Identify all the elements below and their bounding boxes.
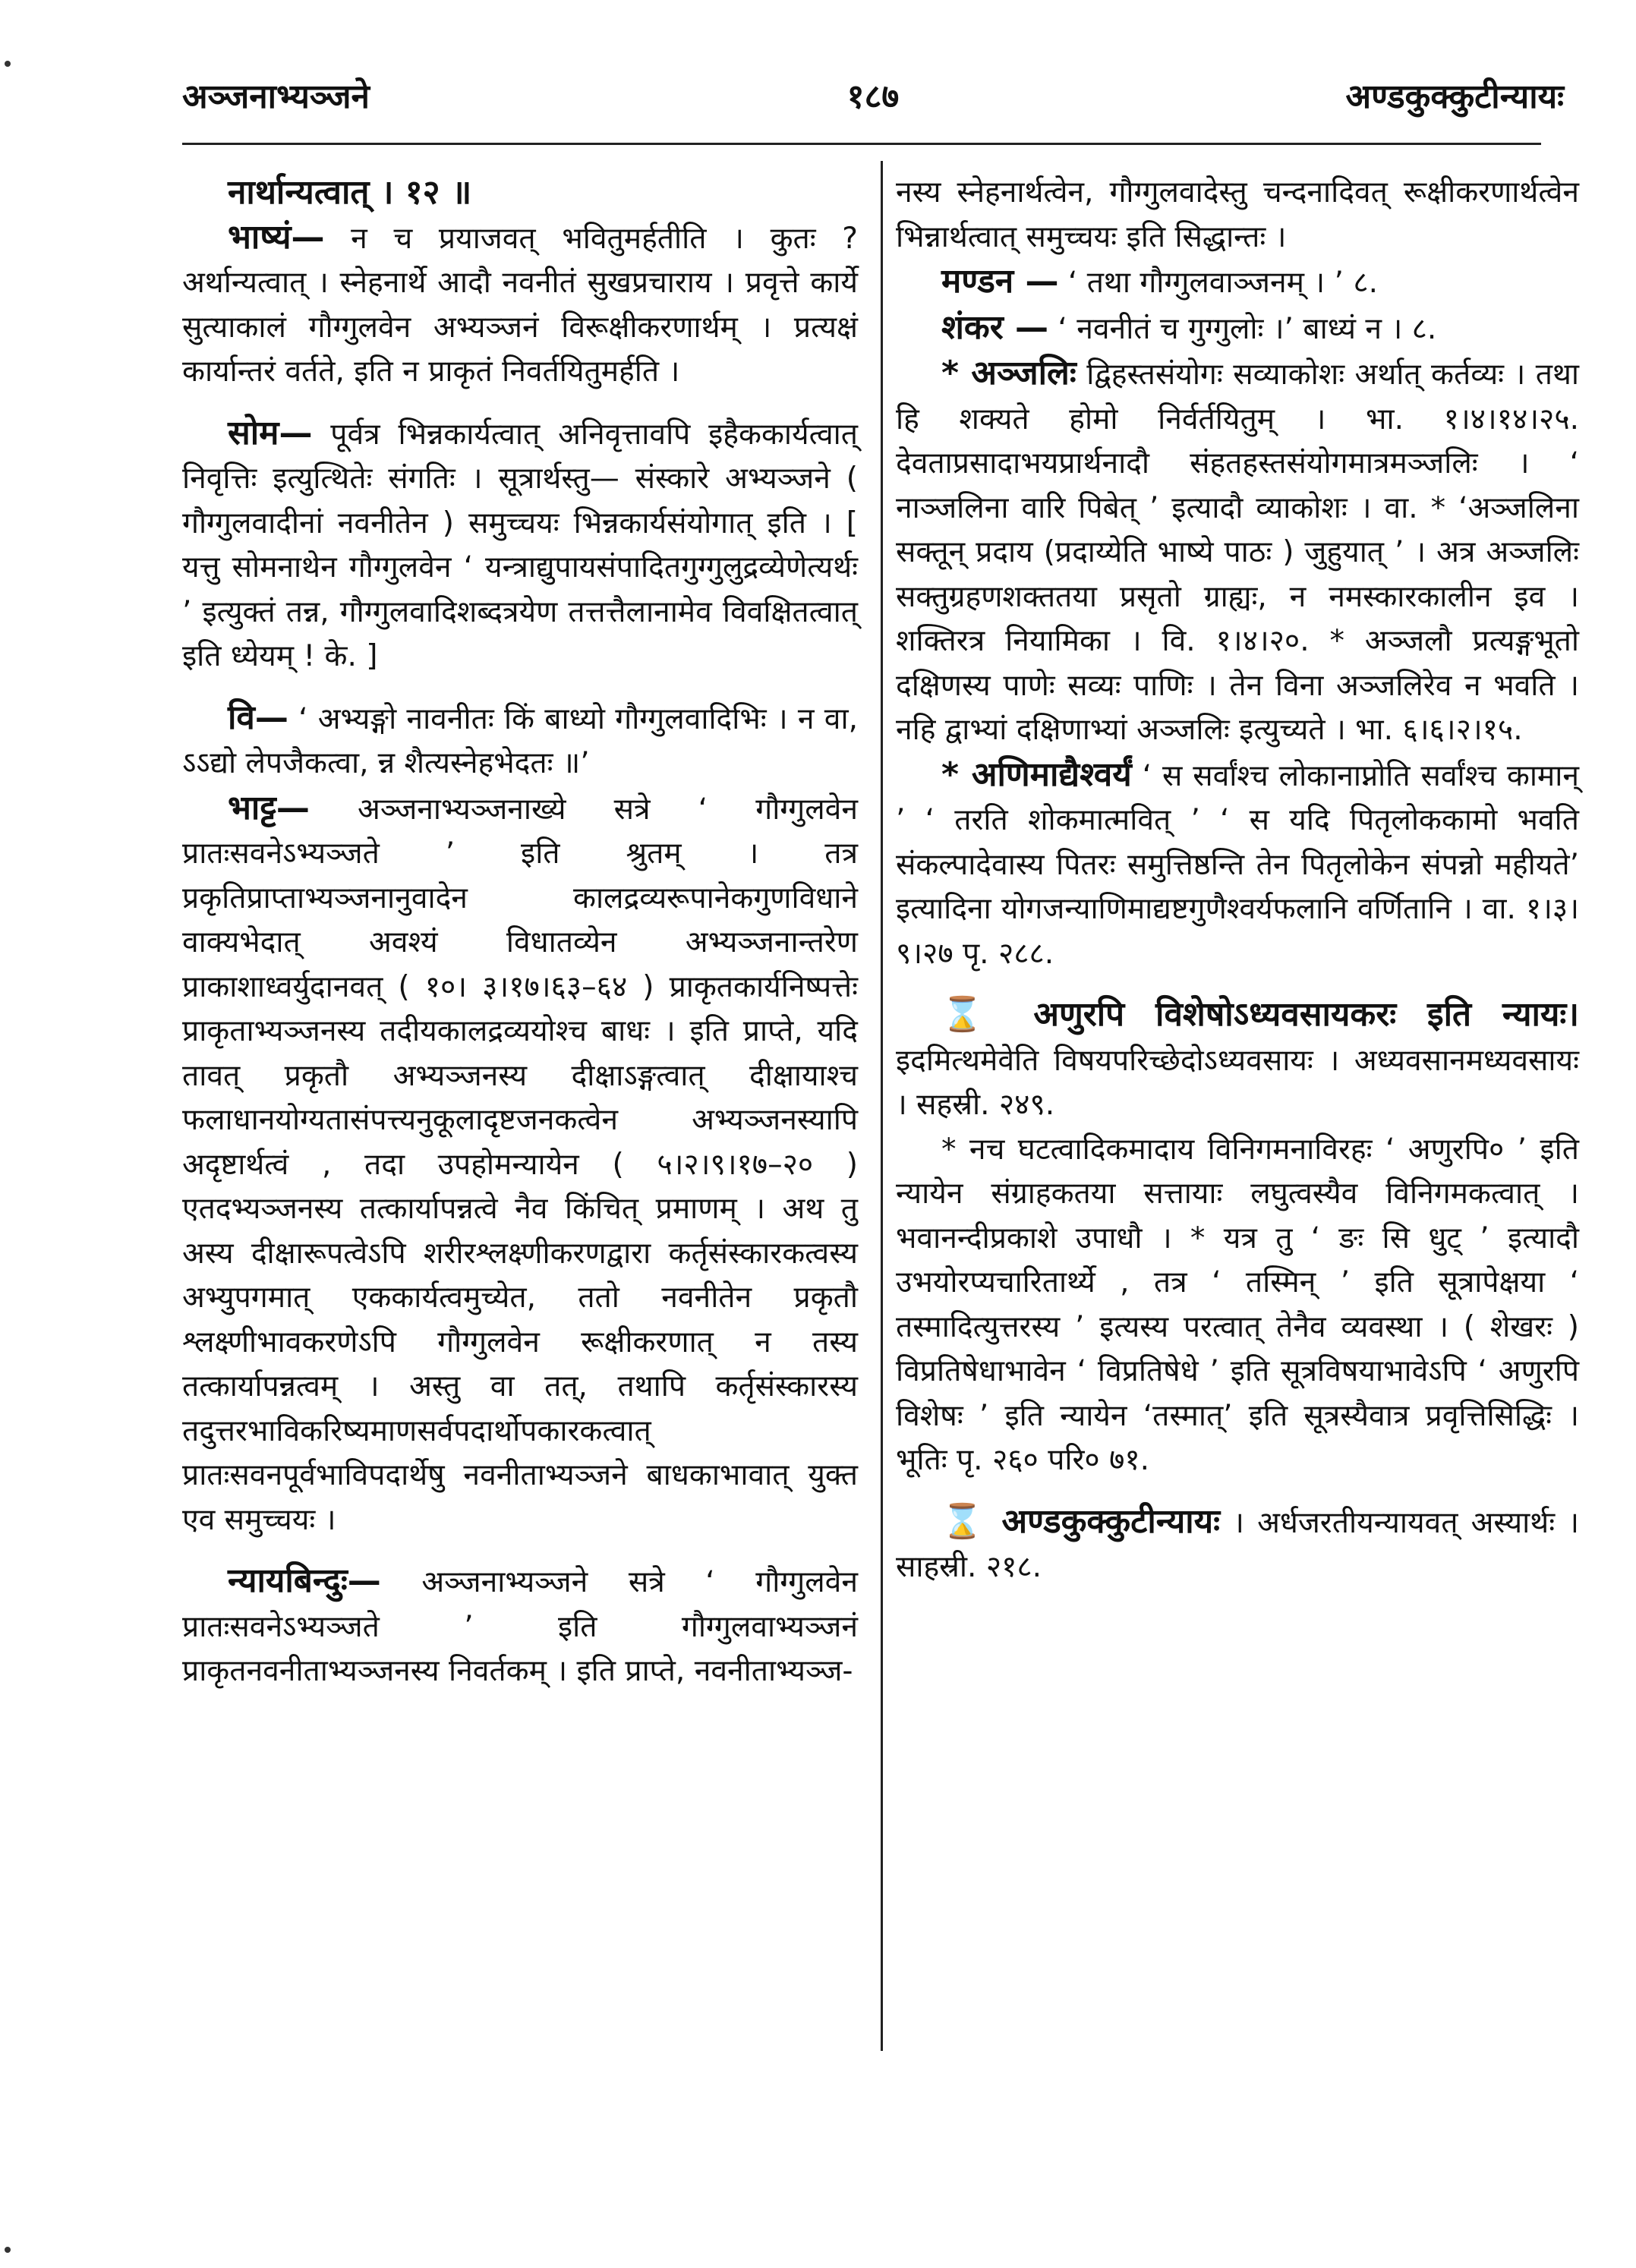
vi-paragraph [182, 696, 858, 786]
animadi-head: * अणिमाद्यैश्वर्यं [941, 754, 1132, 794]
mandana-head: मण्डन — [941, 262, 1059, 301]
bhatta-paragraph [182, 786, 858, 1543]
nyayabindu-paragraph [182, 1559, 858, 1694]
page-header [182, 72, 1564, 118]
soma-paragraph [182, 411, 858, 679]
column-rule [881, 161, 883, 2051]
vi-text: ‘ अभ्यङ्गो नावनीतः किं बाध्यो गौग्गुलवादिभिः । न वा, ऽऽद्यो लेपजैकत्वा, न्न शैत्यस्नेहभेदतः ॥’ [182, 701, 858, 780]
andakukkuti-paragraph [896, 1500, 1579, 1590]
page-number: १८७ [846, 77, 900, 116]
animadi-paragraph [896, 753, 1579, 977]
anurapi-text: इदमित्थमेवेति विषयपरिच्छेदोऽध्यवसायः । अध्यवसानमध्यवसायः । सहस्री. २४९. [896, 1043, 1579, 1122]
nyayabindu-text: अञ्जनाभ्यञ्जने सत्रे ‘ गौग्गुलवेन प्रातःसवनेऽभ्यञ्जते ’ इति गौग्गुलवाभ्यञ्जनं प्राकृतनवनीताभ्यञ्जनस्य निवर्तकम् । इति प्राप्ते, नवनीताभ्यञ्ज- [182, 1565, 858, 1688]
nyayabindu-head: न्यायबिन्दुः— [228, 1561, 381, 1600]
shankara-head: शंकर — [941, 307, 1049, 347]
anurapi-commentary: * नच घटत्वादिकमादाय विनिगमनाविरहः ‘ अणुरपि० ’ इति न्यायेन संग्राहकतया सत्तायाः लघुत्वस्यैव विनिगमकत्वात् । भवानन्दीप्रकाशे उपाधौ । * यत्र तु ‘ ङः सि धुट् ’ इत्यादौ उभयोरप्यचारितार्थ्ये , तत्र ‘ तस्मिन् ’ इति सूत्रापेक्षया ‘ तस्मादित्युत्तरस्य ’ इत्यस्य परत्वात् तेनैव व्यवस्था । ( शेखरः ) विप्रतिषेधाभावेन ‘ विप्रतिषेधे ’ इति सूत्रविषयाभावेऽपि ‘ अणुरपि विशेषः ’ इति न्यायेन ‘तस्मात्’ इति सूत्रस्यैवात्र प्रवृत्तिसिद्धिः । भूतिः पृ. २६० परि० ७१. [896, 1132, 1579, 1477]
sutra-line: नार्थान्यत्वात् । १२ ॥ [228, 173, 472, 212]
continuation-paragraph: नस्य स्नेहनार्थत्वेन, गौग्गुलवादेस्तु चन्दनादिवत् रूक्षीकरणार्थत्वेन भिन्नार्थत्वात् समुच्चयः इति सिद्धान्तः । [896, 175, 1579, 254]
andakukkuti-text: । अर्धजरतीयन्यायवत् अस्यार्थः । साहस्री. २१८. [896, 1505, 1579, 1584]
animadi-text: ‘ स सर्वांश्च लोकानाप्नोति सर्वांश्च कामान् ’ ‘ तरति शोकमात्मवित् ’ ‘ स यदि पितृलोककामो भवति संकल्पादेवास्य पितरः समुत्तिष्ठन्ति तेन पितृलोकेन संपन्नो महीयते’ इत्यादिना योगजन्याणिमाद्यष्टगुणैश्वर्यफलानि वर्णितानि । वा. १।३।९।२७ पृ. २८८. [896, 758, 1580, 971]
vi-head: वि— [228, 698, 288, 737]
right-column [896, 171, 1579, 1590]
running-head-left: अञ्जनाभ्यञ्जने [182, 77, 370, 116]
anjali-paragraph [896, 351, 1579, 753]
bhatta-head: भाट्ट— [228, 788, 310, 827]
anjali-head: * अञ्जलिः [941, 354, 1076, 392]
bhashya-paragraph [182, 216, 858, 395]
anurapi-head: ⌛ अणुरपि विशेषोऽध्यवसायकरः इति न्यायः। [941, 995, 1579, 1034]
andakukkuti-head: ⌛ अण्डकुक्कुटीन्यायः [941, 1501, 1221, 1541]
mandana-paragraph [896, 260, 1579, 306]
scan-mark [5, 61, 11, 67]
anjali-text: द्विहस्तसंयोगः सव्याकोशः अर्थात् कर्तव्यः । तथा हि शक्यते होमो निर्वर्तयितुम् । भा. १।४।१४।२५. देवताप्रसादाभयप्रार्थनादौ संहतहस्तसंयोगमात्रमञ्जलिः । ‘ नाञ्जलिना वारि पिबेत् ’ इत्यादौ व्याकोशः । वा. * ‘अञ्जलिना सक्तून् प्रदाय (प्रदाय्येति भाष्ये पाठः ) जुहुयात् ’ । अत्र अञ्जलिः सक्तुग्रहणशक्ततया प्रसृतो ग्राह्यः, न नमस्कारकालीन इव । शक्तिरत्र नियामिका । वि. १।४।२०. * अञ्जलौ प्रत्यङ्गभूतो दक्षिणस्य पाणेः सव्यः पाणिः । तेन विना अञ्जलिरेव न भवति । नहि द्वाभ्यां दक्षिणाभ्यां अञ्जलिः इत्युच्यते । भा. ६।६।२।१५. [896, 358, 1579, 747]
left-column [182, 171, 858, 1694]
bhashya-head: भाष्यं— [228, 217, 325, 257]
running-head-right: अण्डकुक्कुटीन्यायः [1345, 77, 1564, 116]
scan-mark [5, 2247, 11, 2253]
bhatta-text: अञ्जनाभ्यञ्जनाख्ये सत्रे ‘ गौग्गुलवेन प्रातःसवनेऽभ्यञ्जते ’ इति श्रुतम् । तत्र प्रकृतिप्राप्ताभ्यञ्जनानुवादेन कालद्रव्यरूपानेकगुणविधाने वाक्यभेदात् अवश्यं विधातव्येन अभ्यञ्जनान्तरेण प्राकाशाध्वर्युदानवत् ( १०। ३।१७।६३–६४ ) प्राकृतकार्यनिष्पत्तेः प्राकृताभ्यञ्जनस्य तदीयकालद्रव्ययोश्च बाधः । इति प्राप्ते, यदि तावत् प्रकृतौ अभ्यञ्जनस्य दीक्षाऽङ्गत्वात् दीक्षायाश्च फलाधानयोग्यतासंपत्त्यनुकूलादृष्टजनकत्वेन अभ्यञ्जनस्यापि अदृष्टार्थत्वं , तदा उपहोमन्यायेन ( ५।२।९।१७–२० ) एतदभ्यञ्जनस्य तत्कार्यापन्नत्वे नैव किंचित् प्रमाणम् । अथ तु अस्य दीक्षारूपत्वेऽपि शरीरश्लक्ष्णीकरणद्वारा कर्तृसंस्कारकत्वस्य अभ्युपगमात् एककार्यत्वमुच्येत, ततो नवनीतेन प्रकृतौ श्लक्ष्णीभावकरणेऽपि गौग्गुलवेन रूक्षीकरणात् न तस्य तत्कार्यापन्नत्वम् । अस्तु वा तत्, तथापि कर्तृसंस्कारस्य तदुत्तरभाविकरिष्यमाणसर्वपदार्थोपकारकत्वात् प्रातःसवनपूर्वभाविपदार्थेषु नवनीताभ्यञ्जने बाधकाभावात् युक्त एव समुच्चयः । [182, 792, 858, 1537]
bhashya-text: न च प्रयाजवत् भवितुमर्हतीति । कुतः ? अर्थान्यत्वात् । स्नेहनार्थे आदौ नवनीतं सुखप्रचाराय । प्रवृत्ते कार्ये सुत्याकालं गौग्गुलवेन अभ्यञ्जनं विरूक्षीकरणार्थम् । प्रत्यक्षं कार्यान्तरं वर्तते, इति न प्राकृतं निवर्तयितुमर्हति । [182, 221, 858, 389]
shankara-text: ‘ नवनीतं च गुग्गुलोः ।’ बाध्यं न । ८. [1048, 311, 1437, 346]
anurapi-paragraph [896, 993, 1579, 1128]
mandana-text: ‘ तथा गौग्गुलवाञ्जनम् । ’ ८. [1058, 266, 1378, 300]
soma-head: सोम— [228, 413, 313, 452]
shankara-paragraph [896, 306, 1579, 352]
soma-text: पूर्वत्र भिन्नकार्यत्वात् अनिवृत्तावपि इहैककार्यत्वात् निवृत्तिः इत्युत्थितेः संगतिः । सूत्रार्थस्तु— संस्कारे अभ्यञ्जने ( गौग्गुलवादीनां नवनीतेन ) समुच्चयः भिन्नकार्यसंयोगात् इति । [ यत्तु सोमनाथेन गौग्गुलवेन ‘ यन्त्राद्युपायसंपादितगुग्गुलुद्रव्येणेत्यर्थः ’ इत्युक्तं तन्न, गौग्गुलवादिशब्दत्रयेण तत्तत्तैलानामेव विवक्षितत्वात् इति ध्येयम् ! के. ] [182, 417, 858, 673]
header-rule [182, 143, 1541, 145]
